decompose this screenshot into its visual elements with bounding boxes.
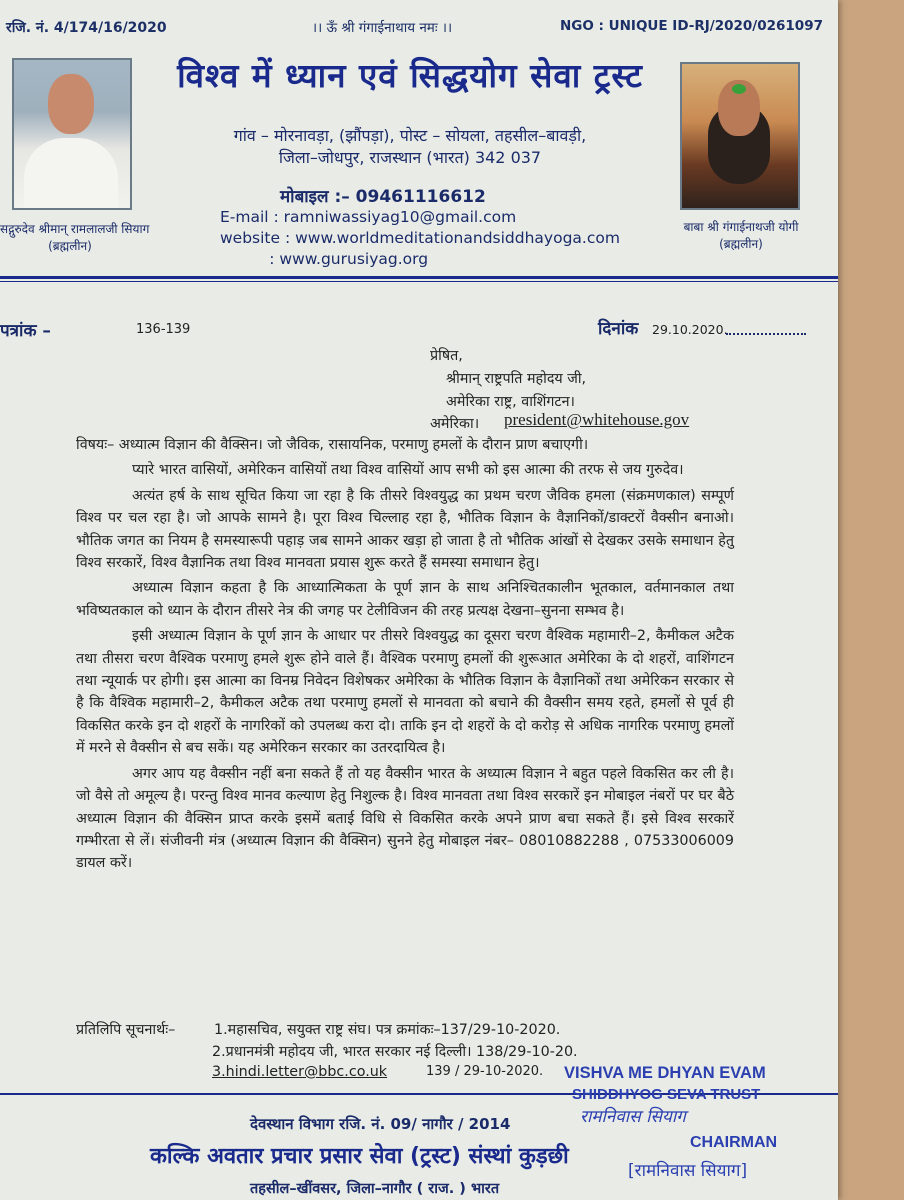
cc-line-3-email: 3.hindi.letter@bbc.co.uk <box>212 1064 388 1080</box>
right-photo-caption-status: (ब्रह्मलीन) <box>719 237 763 251</box>
left-photo-caption-status: (ब्रह्मलीन) <box>48 239 92 253</box>
footer-address: तहसील–खींवसर, जिला–नागौर ( राज. ) भारत <box>250 1181 500 1197</box>
email: E-mail : ramniwassiyag10@gmail.com <box>220 208 517 226</box>
cc-line-2: 2.प्रधानमंत्री महोदय जी, भारत सरकार नई दिल्ली। 138/29-10-20. <box>212 1044 578 1060</box>
header-rule-thin <box>0 281 838 282</box>
registration-number: रजि. नं. 4/174/16/2020 <box>6 20 167 36</box>
date-value: 29.10.2020. <box>652 322 728 337</box>
stamp-name-box: [रामनिवास सियाग] <box>628 1161 748 1181</box>
organization-title: विश्व में ध्यान एवं सिद्धयोग सेवा ट्रस्ट <box>177 56 643 95</box>
left-photo-caption: सद्गुरुदेव श्रीमान् रामलालजी सियाग <box>0 222 150 236</box>
stamp-line-2: SHIDDHYOG SEVA TRUST <box>572 1086 761 1103</box>
address-line-1: गांव – मोरनावड़ा, (झौंपड़ा), पोस्ट – सोयला, तहसील–बावड़ी, <box>233 126 587 145</box>
signature: रामनिवास सियाग <box>580 1107 686 1127</box>
paragraph-greeting: प्यारे भारत वासियों, अमेरिकन वासियों तथा विश्व वासियों आप सभी को इस आत्मा की तरफ से जय गुरुदेव। <box>132 462 684 479</box>
recipient-line-3: अमेरिका राष्ट्र, वाशिंगटन। <box>446 394 575 410</box>
stamp-chairman: CHAIRMAN <box>690 1134 778 1151</box>
right-photo-caption: बाबा श्री गंगाईनाथजी योगी <box>683 220 799 234</box>
footer-registration: देवस्थान विभाग रजि. नं. 09/ नागौर / 2014 <box>250 1115 511 1133</box>
cc-line-3-ref: 139 / 29-10-2020. <box>426 1064 544 1079</box>
paragraph-4: इसी अध्यात्म विज्ञान के पूर्ण ज्ञान के आधार पर तीसरे विश्वयुद्ध का दूसरा चरण वैश्विक महामारी–2, कैमीकल अटैक तथा तीसरा चरण वैश्विक परमाणु हमले शुरू होने वाले हैं। वैश्विक परमाणु हमलों की शुरूआत अमेरिका के दो शहरों, वाशिंगटन तथा न्यूयार्क पर होगी। इस आत्मा का विनम्र निवेदन विशेषकर अमेरिका के भौतिक विज्ञान के वैज्ञानिकों तथा अमेरिकन सरकार से है कि वैश्विक महामारी–2, कैमीकल अटैक तथा परमाणु हमलों से मानवता को बचाने की वैक्सीन समय रहते, हमलों से पूर्व ही विकसित करके इन दो शहरों के नागरिकों को उपलब्ध करा दो। ताकि इन दो शहरों के दो करोड़ से अधिक नागरिक परमाणु हमलों में मरने से वैक्सीन से बच सकें। यह अमेरिकन सरकार का उतरदायित्व है। <box>76 628 734 757</box>
letter-body <box>76 434 734 875</box>
website-1: website : www.worldmeditationandsiddhayoga.com <box>220 229 620 247</box>
subject-line: विषयः– अध्यात्म विज्ञान की वैक्सिन। जो जैविक, रासायनिक, परमाणु हमलों के दौरान प्राण बचाएगी। <box>76 437 589 453</box>
cc-label: प्रतिलिपि सूचनार्थः– <box>76 1022 176 1038</box>
invocation: ।। ऊँ श्री गंगाईनाथाय नमः ।। <box>312 20 453 36</box>
reference-number: 136-139 <box>136 322 191 337</box>
recipient-line-4: अमेरिका। <box>430 416 480 432</box>
mobile-number: मोबाइल :– 09461116612 <box>280 187 486 207</box>
paragraph-2: अत्यंत हर्ष के साथ सूचित किया जा रहा है कि तीसरे विश्वयुद्ध का प्रथम चरण जैविक हमला (संक्रमणकाल) सम्पूर्ण विश्व पर चल रहा है। जो आपके सामने है। पूरा विश्व चिल्लाह रहा है, भौतिक विज्ञान के वैज्ञानिकों/डाक्टरों वैक्सीन बनाओ। भौतिक जगत का नियम है समस्यारूपी पहाड़ जब सामने आकर खड़ा हो जाता है तो भौतिक आंखों से देखकर उसके समाधान हेतु विश्व सरकारें, विश्व वैज्ञानिक तथा विश्व मानवता प्रयास शुरू करते हैं समस्या समाधान हेतु। <box>76 487 734 572</box>
date-label: दिनांक <box>598 319 639 339</box>
stamp-line-1: VISHVA ME DHYAN EVAM <box>564 1064 766 1082</box>
tilak-mark <box>732 84 746 94</box>
paragraph-5: अगर आप यह वैक्सीन नहीं बना सकते हैं तो यह वैक्सीन भारत के अध्यात्म विज्ञान ने बहुत पहले विकसित कर ली है। जो वैसे तो अमूल्य है। परन्तु विश्व मानव कल्याण हेतु निशुल्क है। विश्व मानवता तथा विश्व सरकारें इन मोबाइल नंबरों पर घर बैठे अध्यात्म विज्ञान की वैक्सिन प्राप्त करके इसमें बताई विधि से विकसित करके अपने प्राण बचा सकते हैं। इसे विश्व सरकारें गम्भीरता से लें। संजीवनी मंत्र (अध्यात्म विज्ञान की वैक्सिन) सुनने हेतु मोबाइल नंबर– 08010882288 , 07533006009 डायल करें। <box>76 765 734 872</box>
photo-face <box>48 74 94 134</box>
reference-label: पत्रांक – <box>0 321 51 341</box>
ngo-id: NGO : UNIQUE ID-RJ/2020/0261097 <box>560 18 823 34</box>
paragraph-3: अध्यात्म विज्ञान कहता है कि आध्यात्मिकता के पूर्ण ज्ञान के साथ अनिश्चितकालीन भूतकाल, वर्तमानकाल तथा भविष्यतकाल को ध्यान के दौरान तीसरे नेत्र की जगह पर टेलीविजन की तरह प्रत्यक्ष देखना–सुनना सम्भव है। <box>76 580 734 619</box>
cc-line-1: 1.महासचिव, सयुक्त राष्ट्र संघ। पत्र क्रमांकः–137/29-10-2020. <box>214 1022 561 1038</box>
photo-figure <box>24 138 118 208</box>
address-line-2: जिला–जोधपुर, राजस्थान (भारत) 342 037 <box>278 148 542 167</box>
recipient-email: president@whitehouse.gov <box>504 410 690 429</box>
recipient-line-2: श्रीमान् राष्ट्रपति महोदय जी, <box>446 371 587 387</box>
date-dotted-line <box>726 333 806 335</box>
header-rule <box>0 276 838 279</box>
baba-photo <box>680 62 800 210</box>
website-2: : www.gurusiyag.org <box>220 250 429 268</box>
recipient-line-1: प्रेषित, <box>430 348 463 364</box>
guru-photo <box>12 58 132 210</box>
footer-organization: कल्कि अवतार प्रचार प्रसार सेवा (ट्रस्ट) संस्थां कुड़छी <box>150 1144 569 1169</box>
